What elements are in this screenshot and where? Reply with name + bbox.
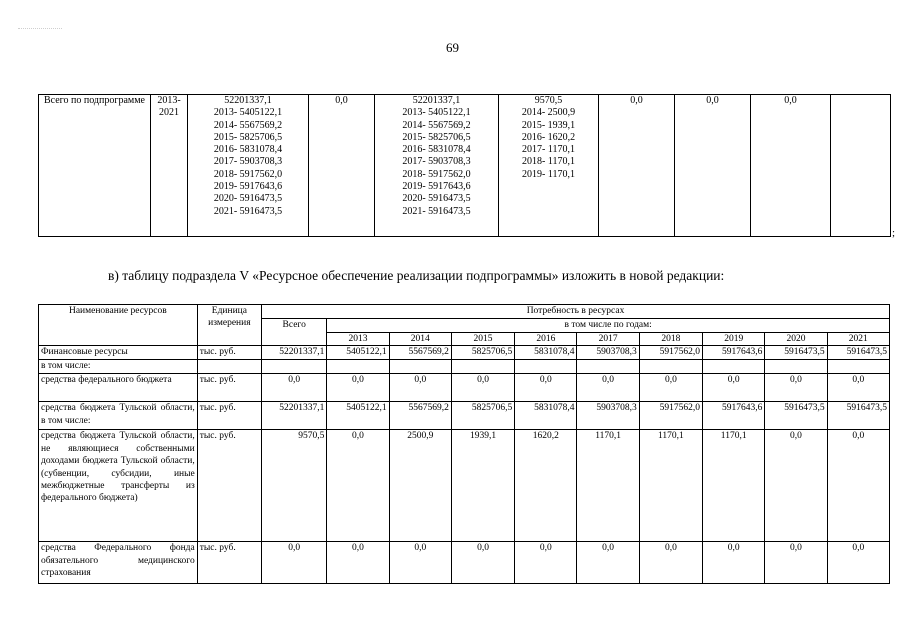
row-value: [577, 360, 639, 374]
table-row: [39, 542, 890, 584]
header-row: [39, 305, 890, 319]
row-value: 0,0: [515, 542, 577, 584]
summary-regional: [375, 95, 499, 237]
value-line: 52201337,1: [224, 95, 272, 106]
row-value: [389, 360, 451, 374]
value-line: 2015- 5825706,5: [213, 131, 283, 143]
row-unit: тыс. руб.: [197, 374, 261, 402]
value-line: 2013- 5405122,1: [402, 107, 471, 119]
table-row: [39, 346, 890, 360]
row-value: 5916473,5: [765, 402, 827, 430]
row-value: 5903708,3: [577, 346, 639, 360]
summary-label: Всего по подпрограмме: [39, 95, 151, 237]
row-value: 0,0: [577, 374, 639, 402]
row-value: [639, 360, 702, 374]
header-by-years: в том числе по годам:: [327, 319, 890, 333]
row-value: 0,0: [827, 374, 889, 402]
header-need: Потребность в ресурсах: [262, 305, 890, 319]
scan-artifact: [18, 28, 62, 35]
row-unit: тыс. руб.: [197, 542, 261, 584]
row-value: 5916473,5: [827, 346, 889, 360]
value-line: 2021- 5916473,5: [213, 205, 283, 217]
row-value: 0,0: [765, 374, 827, 402]
row-value: 0,0: [515, 374, 577, 402]
summary-col8: 0,0: [751, 95, 831, 237]
table-row: [39, 430, 890, 542]
row-value: 5916473,5: [765, 346, 827, 360]
period-line: 2013-: [157, 95, 181, 106]
row-value: 5917643,6: [703, 346, 765, 360]
value-line: 52201337,1: [412, 95, 461, 106]
value-line: 2016- 5831078,4: [213, 144, 283, 156]
subprogram-total-table: [38, 94, 891, 237]
row-total: [262, 360, 327, 374]
row-value: 0,0: [451, 542, 514, 584]
header-total: Всего: [262, 319, 327, 346]
row-value: 5831078,4: [515, 402, 577, 430]
row-value: 0,0: [327, 542, 389, 584]
row-value: 5831078,4: [515, 346, 577, 360]
row-value: 0,0: [639, 374, 702, 402]
value-line: 2015- 1939,1: [521, 119, 576, 131]
row-value: 5405122,1: [327, 346, 389, 360]
row-value: 1620,2: [515, 430, 577, 542]
summary-federal-in-regional: [499, 95, 599, 237]
row-value: 5917643,6: [703, 402, 765, 430]
row-value: 1939,1: [451, 430, 514, 542]
row-value: 0,0: [327, 430, 389, 542]
table-row: [39, 95, 891, 237]
row-value: 5903708,3: [577, 402, 639, 430]
row-value: 2500,9: [389, 430, 451, 542]
value-line: 2016- 1620,2: [521, 131, 576, 143]
value-line: 2017- 1170,1: [522, 144, 575, 156]
value-line: 2018- 5917562,0: [213, 168, 283, 180]
summary-federal: 0,0: [309, 95, 375, 237]
section-heading: в) таблицу подраздела V «Ресурсное обеспечение реализации подпрограммы» изложить в новой редакции:: [108, 268, 725, 283]
row-value: 1170,1: [703, 430, 765, 542]
row-value: 5405122,1: [327, 402, 389, 430]
year-header: 2018: [639, 333, 702, 346]
year-header: 2019: [703, 333, 765, 346]
row-total: 52201337,1: [262, 402, 327, 430]
row-value: [327, 360, 389, 374]
year-header: 2016: [515, 333, 577, 346]
table-row: [39, 374, 890, 402]
row-name: Финансовые ресурсы: [39, 346, 198, 360]
value-line: 2014- 5567569,2: [213, 119, 283, 131]
row-unit: [197, 360, 261, 374]
row-value: 0,0: [765, 542, 827, 584]
row-value: 0,0: [327, 374, 389, 402]
row-value: 5825706,5: [451, 346, 514, 360]
row-total: 52201337,1: [262, 346, 327, 360]
row-total: 9570,5: [262, 430, 327, 542]
value-line: 2018- 1170,1: [522, 156, 575, 168]
row-value: 0,0: [703, 374, 765, 402]
value-line: 2016- 5831078,4: [402, 144, 471, 156]
row-value: 0,0: [389, 374, 451, 402]
summary-col6: 0,0: [599, 95, 675, 237]
page-number: 69: [446, 40, 459, 55]
row-value: 5916473,5: [827, 402, 889, 430]
row-value: 0,0: [389, 542, 451, 584]
row-value: 0,0: [451, 374, 514, 402]
row-value: 0,0: [703, 542, 765, 584]
row-value: 0,0: [827, 542, 889, 584]
row-name: средства Федерального фонда обязательного медицинского страхования: [39, 542, 198, 584]
year-header: 2017: [577, 333, 639, 346]
value-line: 2019- 5917643,6: [213, 181, 283, 193]
trailing-mark: ;: [892, 227, 896, 239]
row-value: 5567569,2: [389, 402, 451, 430]
row-value: 5825706,5: [451, 402, 514, 430]
value-line: 2020- 5916473,5: [402, 193, 471, 205]
year-header: 2015: [451, 333, 514, 346]
row-value: 1170,1: [639, 430, 702, 542]
value-line: 2019- 5917643,6: [402, 181, 471, 193]
value-line: 2019- 1170,1: [522, 168, 575, 180]
value-line: 2017- 5903708,3: [402, 156, 471, 168]
row-name: средства федерального бюджета: [39, 374, 198, 402]
table-row: [39, 402, 890, 430]
summary-col7: 0,0: [675, 95, 751, 237]
row-name: средства бюджета Тульской области, не являющиеся собственными доходами бюджета Тульской области, (субвенции, субсидии, иные межбюджетные трансферты из федерального бюджета): [39, 430, 198, 542]
row-unit: тыс. руб.: [197, 430, 261, 542]
row-value: 0,0: [827, 430, 889, 542]
row-value: 5917562,0: [639, 346, 702, 360]
summary-total: [188, 95, 309, 237]
row-value: [765, 360, 827, 374]
row-value: [451, 360, 514, 374]
resources-table: [38, 304, 890, 584]
year-header: 2021: [827, 333, 889, 346]
value-line: 2013- 5405122,1: [213, 107, 283, 119]
row-value: 5567569,2: [389, 346, 451, 360]
row-name: средства бюджета Тульской области, в том числе:: [39, 402, 198, 430]
value-line: 2018- 5917562,0: [402, 168, 471, 180]
value-line: 2021- 5916473,5: [402, 205, 471, 217]
year-header: 2013: [327, 333, 389, 346]
value-line: 9570,5: [534, 95, 563, 106]
value-line: 2015- 5825706,5: [402, 131, 471, 143]
row-value: 0,0: [765, 430, 827, 542]
row-value: [827, 360, 889, 374]
value-line: 2014- 5567569,2: [402, 119, 471, 131]
row-unit: тыс. руб.: [197, 346, 261, 360]
row-unit: тыс. руб.: [197, 402, 261, 430]
row-value: 0,0: [577, 542, 639, 584]
header-unit: Единица измерения: [197, 305, 261, 346]
value-line: 2017- 5903708,3: [213, 156, 283, 168]
row-total: 0,0: [262, 542, 327, 584]
period-line: 2021: [159, 107, 179, 119]
value-line: 2014- 2500,9: [521, 107, 576, 119]
summary-period: [151, 95, 188, 237]
year-header: 2020: [765, 333, 827, 346]
row-name: в том числе:: [39, 360, 198, 374]
row-value: [703, 360, 765, 374]
summary-col9: [831, 95, 891, 237]
table-row: [39, 360, 890, 374]
value-line: 2020- 5916473,5: [213, 193, 283, 205]
row-value: 0,0: [639, 542, 702, 584]
row-value: [515, 360, 577, 374]
row-total: 0,0: [262, 374, 327, 402]
header-name: Наименование ресурсов: [39, 305, 198, 346]
year-header: 2014: [389, 333, 451, 346]
row-value: 5917562,0: [639, 402, 702, 430]
row-value: 1170,1: [577, 430, 639, 542]
